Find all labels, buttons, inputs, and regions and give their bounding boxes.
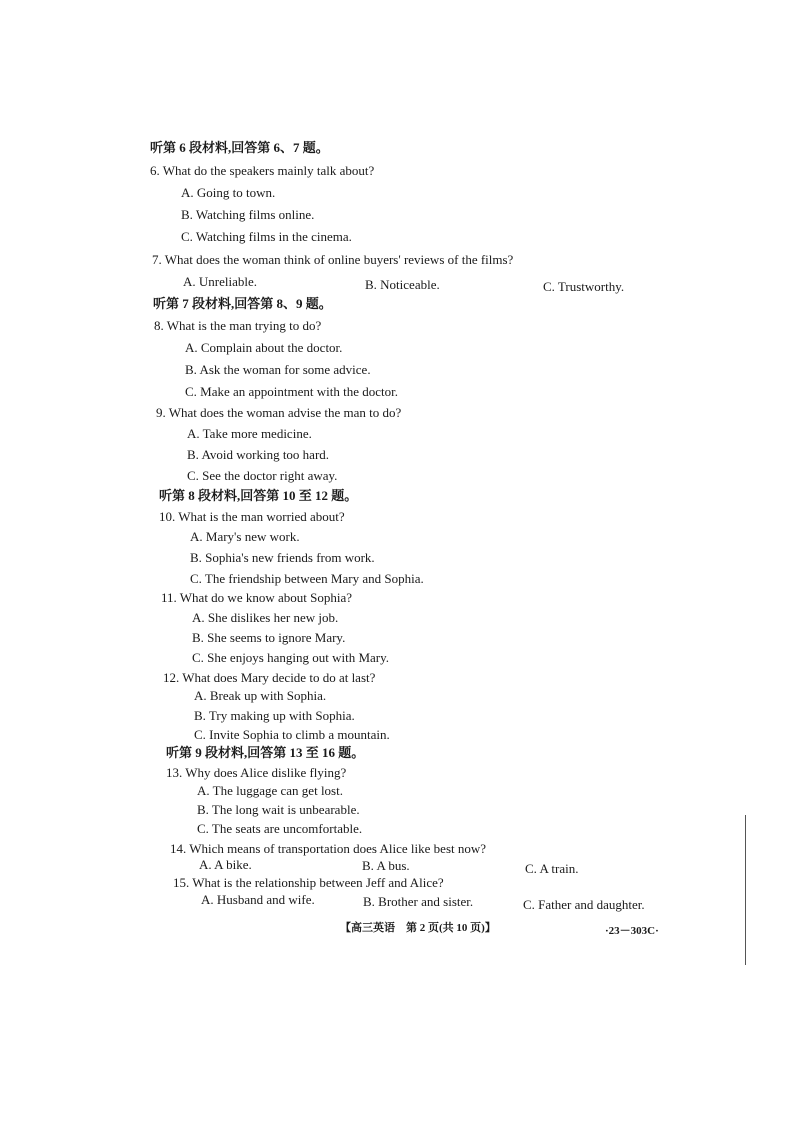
section-heading: 听第 7 段材料,回答第 8、9 题。	[153, 296, 332, 311]
question-text: 11. What do we know about Sophia?	[161, 590, 352, 605]
option-a: A. Take more medicine.	[187, 426, 312, 441]
option-a: A. Husband and wife.	[201, 892, 315, 907]
option-b: B. Watching films online.	[181, 207, 315, 222]
section-heading: 听第 8 段材料,回答第 10 至 12 题。	[159, 488, 358, 503]
question-text: 8. What is the man trying to do?	[154, 318, 322, 333]
question-text: 6. What do the speakers mainly talk about?	[150, 163, 375, 178]
option-c: C. Make an appointment with the doctor.	[185, 384, 399, 399]
page-footer-label: 【高三英语 第 2 页(共 10 页)】	[340, 922, 496, 934]
option-a: A. Complain about the doctor.	[185, 340, 343, 355]
option-a: A. Unreliable.	[183, 274, 258, 289]
option-b: B. Ask the woman for some advice.	[185, 362, 371, 377]
option-c: C. A train.	[525, 861, 579, 876]
option-c: C. The seats are uncomfortable.	[197, 821, 363, 836]
option-c: C. See the doctor right away.	[187, 468, 338, 483]
option-c: C. Trustworthy.	[543, 279, 625, 294]
question-text: 10. What is the man worried about?	[159, 509, 345, 524]
option-a: A. The luggage can get lost.	[197, 783, 343, 798]
question-text: 15. What is the relationship between Jeff and Alice?	[173, 875, 444, 890]
option-b: B. A bus.	[362, 858, 410, 873]
page-footer-code: ·23－303C·	[605, 925, 659, 937]
option-a: A. Mary's new work.	[190, 529, 300, 544]
scan-edge-line	[745, 815, 746, 965]
option-b: B. Brother and sister.	[363, 894, 474, 909]
option-b: B. Avoid working too hard.	[187, 447, 330, 462]
question-text: 7. What does the woman think of online buyers' reviews of the films?	[152, 252, 514, 267]
option-c: C. Invite Sophia to climb a mountain.	[194, 727, 390, 742]
option-b: B. She seems to ignore Mary.	[192, 630, 346, 645]
option-a: A. She dislikes her new job.	[192, 610, 339, 625]
option-a: A. A bike.	[199, 857, 252, 872]
question-text: 9. What does the woman advise the man to do?	[156, 405, 402, 420]
question-text: 12. What does Mary decide to do at last?	[163, 670, 376, 685]
option-c: C. The friendship between Mary and Sophia.	[190, 571, 424, 586]
question-text: 13. Why does Alice dislike flying?	[166, 765, 347, 780]
option-c: C. She enjoys hanging out with Mary.	[192, 650, 390, 665]
option-b: B. Try making up with Sophia.	[194, 708, 355, 723]
option-b: B. The long wait is unbearable.	[197, 802, 360, 817]
option-b: B. Noticeable.	[365, 277, 440, 292]
option-b: B. Sophia's new friends from work.	[190, 550, 375, 565]
section-heading: 听第 6 段材料,回答第 6、7 题。	[150, 140, 329, 155]
option-c: C. Watching films in the cinema.	[181, 229, 352, 244]
option-a: A. Break up with Sophia.	[194, 688, 327, 703]
option-a: A. Going to town.	[181, 185, 276, 200]
section-heading: 听第 9 段材料,回答第 13 至 16 题。	[166, 745, 365, 760]
question-text: 14. Which means of transportation does Alice like best now?	[170, 841, 487, 856]
option-c: C. Father and daughter.	[523, 897, 645, 912]
